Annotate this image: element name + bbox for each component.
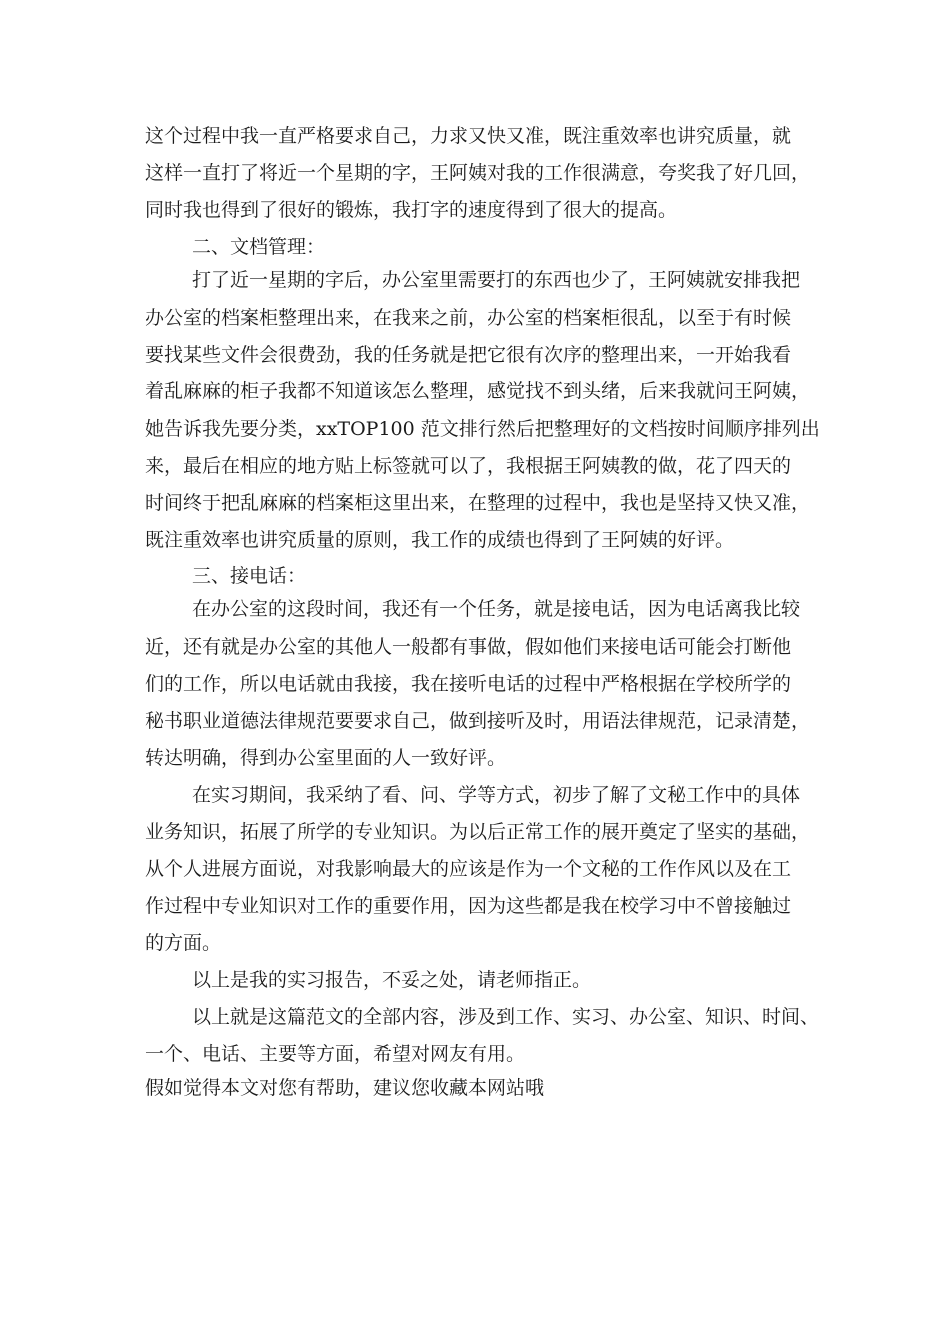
paragraph-line: 以上是我的实习报告，不妥之处，请老师指正。 xyxy=(192,969,592,991)
section-heading: 二、文档管理： xyxy=(192,236,326,258)
paragraph-line: 在办公室的这段时间，我还有一个任务，就是接电话，因为电话离我比较 xyxy=(192,598,801,620)
paragraph-line: 在实习期间，我采纳了看、问、学等方式，初步了解了文秘工作中的具体 xyxy=(192,784,801,806)
paragraph-line: 的方面。 xyxy=(145,932,222,954)
summary-line: 一个、电话、主要等方面，希望对网友有用。 xyxy=(145,1043,526,1065)
paragraph-line: 这样一直打了将近一个星期的字，王阿姨对我的工作很满意，夸奖我了好几回， xyxy=(145,162,811,184)
paragraph-line: 们的工作，所以电话就由我接，我在接听电话的过程中严格根据在学校所学的 xyxy=(145,673,792,695)
paragraph-line: 她告诉我先要分类，xxTOP100 范文排行然后把整理好的文档按时间顺序排列出 xyxy=(145,418,820,440)
paragraph-line: 既注重效率也讲究质量的原则，我工作的成绩也得到了王阿姨的好评。 xyxy=(145,529,735,551)
footer-note: 假如觉得本文对您有帮助，建议您收藏本网站哦 xyxy=(145,1077,545,1099)
paragraph-line: 作过程中专业知识对工作的重要作用，因为这些都是我在校学习中不曾接触过 xyxy=(145,895,792,917)
paragraph-line: 时间终于把乱麻麻的档案柜这里出来，在整理的过程中，我也是坚持又快又准， xyxy=(145,492,811,514)
paragraph-line: 转达明确，得到办公室里面的人一致好评。 xyxy=(145,747,507,769)
paragraph-line: 要找某些文件会很费劲，我的任务就是把它很有次序的整理出来，一开始我看 xyxy=(145,344,792,366)
paragraph-line: 办公室的档案柜整理出来，在我来之前，办公室的档案柜很乱，以至于有时候 xyxy=(145,307,792,329)
paragraph-line: 业务知识，拓展了所学的专业知识。为以后正常工作的展开奠定了坚实的基础， xyxy=(145,821,811,843)
paragraph-line: 来，最后在相应的地方贴上标签就可以了，我根据王阿姨教的做，花了四天的 xyxy=(145,455,792,477)
paragraph-line: 着乱麻麻的柜子我都不知道该怎么整理，感觉找不到头绪，后来我就问王阿姨， xyxy=(145,380,811,402)
paragraph-line: 秘书职业道德法律规范要要求自己，做到接听及时，用语法律规范，记录清楚， xyxy=(145,710,811,732)
paragraph-line: 近，还有就是办公室的其他人一般都有事做，假如他们来接电话可能会打断他 xyxy=(145,636,792,658)
paragraph-line: 从个人进展方面说，对我影响最大的应该是作为一个文秘的工作作风以及在工 xyxy=(145,858,792,880)
section-heading: 三、接电话： xyxy=(192,565,307,587)
summary-line: 以上就是这篇范文的全部内容，涉及到工作、实习、办公室、知识、时间、 xyxy=(192,1006,820,1028)
paragraph-line: 打了近一星期的字后，办公室里需要打的东西也少了，王阿姨就安排我把 xyxy=(192,269,801,291)
paragraph-line: 这个过程中我一直严格要求自己，力求又快又准，既注重效率也讲究质量，就 xyxy=(145,125,792,147)
paragraph-line: 同时我也得到了很好的锻炼，我打字的速度得到了很大的提高。 xyxy=(145,199,678,221)
